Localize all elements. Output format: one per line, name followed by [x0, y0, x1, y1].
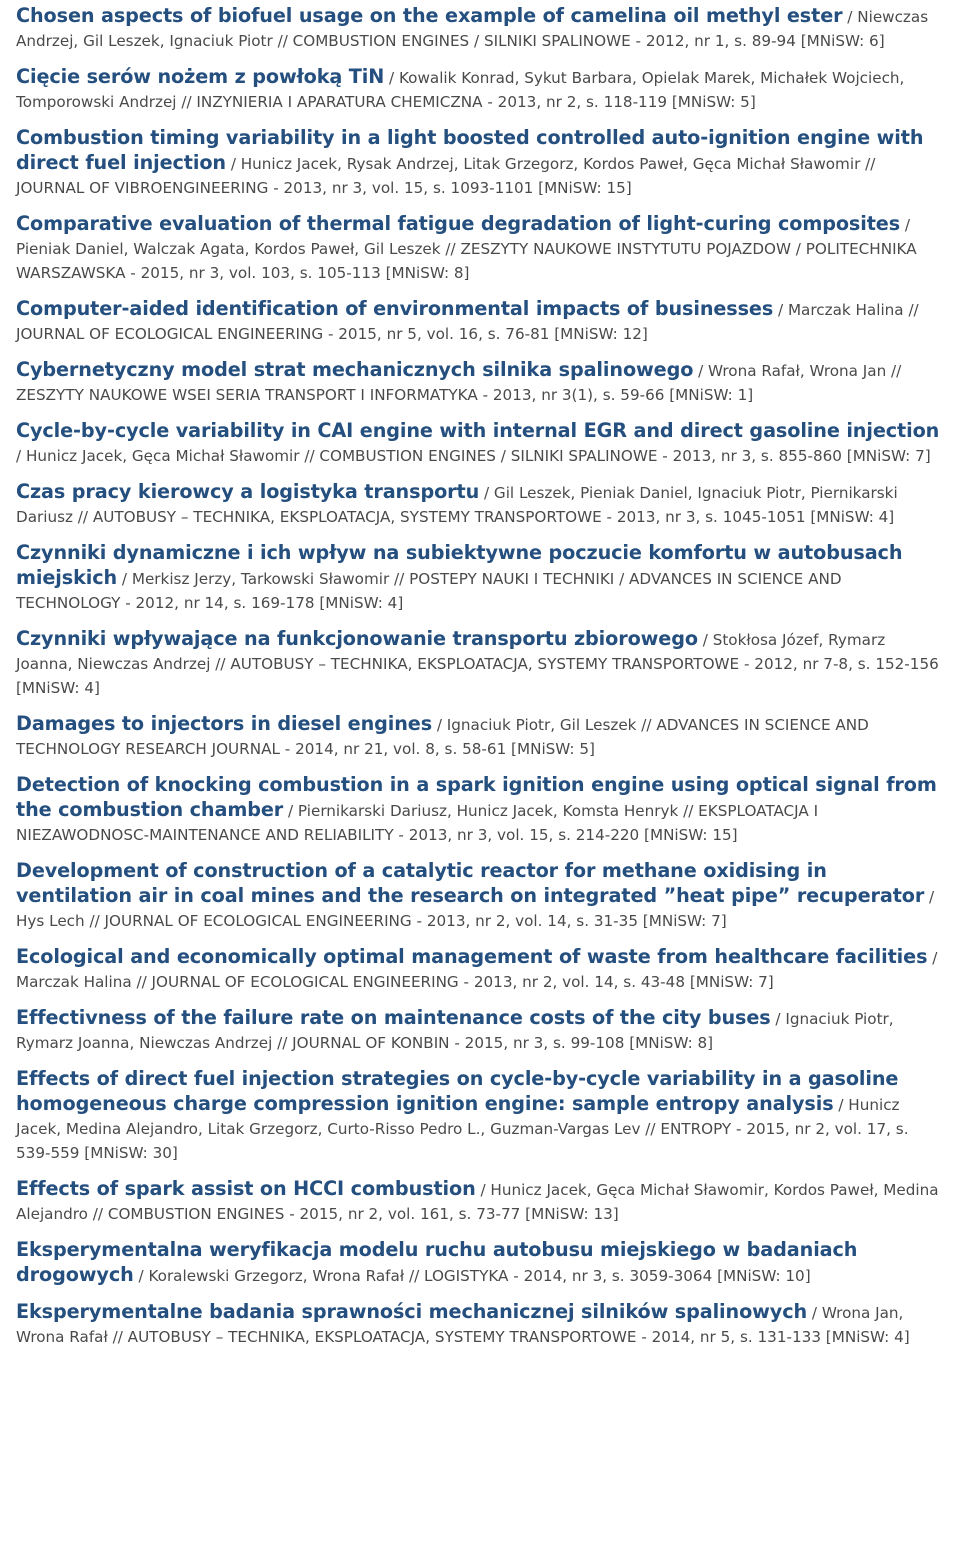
publication-title[interactable]: Detection of knocking combustion in a spark ignition engine using optical signal from the combustion chamber	[16, 773, 937, 821]
publication-entry	[16, 480, 946, 529]
publication-title[interactable]: Effects of direct fuel injection strategies on cycle-by-cycle variability in a gasoline homogeneous charge compression ignition engine: sample entropy analysis	[16, 1067, 899, 1115]
publication-details: / Kowalik Konrad, Sykut Barbara, Opielak Marek, Michałek Wojciech, Tomporowski Andrzej // INZYNIERIA I APARATURA CHEMICZNA - 2013, nr 2, s. 118-119 [MNiSW: 5]	[16, 69, 905, 111]
publication-title[interactable]: Computer-aided identification of environmental impacts of businesses	[16, 297, 774, 320]
publication-title[interactable]: Effectivness of the failure rate on maintenance costs of the city buses	[16, 1006, 771, 1029]
publication-title[interactable]: Damages to injectors in diesel engines	[16, 712, 433, 735]
publication-entry	[16, 65, 946, 114]
publication-details: / Hunicz Jacek, Gęca Michał Sławomir // COMBUSTION ENGINES / SILNIKI SPALINOWE - 2013, nr 3, s. 855-860 [MNiSW: 7]	[16, 447, 931, 465]
publication-entry	[16, 1238, 946, 1288]
publication-entry	[16, 541, 946, 615]
publication-entry	[16, 1177, 946, 1226]
publication-title[interactable]: Eksperymentalna weryfikacja modelu ruchu autobusu miejskiego w badaniach drogowych	[16, 1238, 858, 1286]
publication-list	[16, 4, 946, 1361]
publication-title[interactable]: Comparative evaluation of thermal fatigue degradation of light-curing composites	[16, 212, 901, 235]
publication-details: / Koralewski Grzegorz, Wrona Rafał // LOGISTYKA - 2014, nr 3, s. 3059-3064 [MNiSW: 10]	[138, 1267, 811, 1285]
publication-details: / Wrona Jan, Wrona Rafał // AUTOBUSY – TECHNIKA, EKSPLOATACJA, SYSTEMY TRANSPORTOWE - 2014, nr 5, s. 131-133 [MNiSW: 4]	[16, 1304, 910, 1346]
publication-title[interactable]: Eksperymentalne badania sprawności mechanicznej silników spalinowych	[16, 1300, 808, 1323]
publication-details: / Marczak Halina // JOURNAL OF ECOLOGICAL ENGINEERING - 2013, nr 2, vol. 14, s. 43-48 [MNiSW: 7]	[16, 949, 938, 991]
publication-entry	[16, 358, 946, 407]
publication-title[interactable]: Combustion timing variability in a light boosted controlled auto-ignition engine with direct fuel injection	[16, 126, 924, 174]
publication-title[interactable]: Development of construction of a catalytic reactor for methane oxidising in ventilation air in coal mines and the research on integrated ”heat pipe” recuperator	[16, 859, 925, 907]
publication-title[interactable]: Czynniki dynamiczne i ich wpływ na subiektywne poczucie komfortu w autobusach miejskich	[16, 541, 903, 589]
publication-title[interactable]: Cycle-by-cycle variability in CAI engine with internal EGR and direct gasoline injection	[16, 419, 940, 442]
publication-entry	[16, 859, 946, 933]
publication-details: / Niewczas Andrzej, Gil Leszek, Ignaciuk Piotr // COMBUSTION ENGINES / SILNIKI SPALINOWE - 2012, nr 1, s. 89-94 [MNiSW: 6]	[16, 8, 929, 50]
publication-details: / Ignaciuk Piotr, Gil Leszek // ADVANCES IN SCIENCE AND TECHNOLOGY RESEARCH JOURNAL - 2014, nr 21, vol. 8, s. 58-61 [MNiSW: 5]	[16, 716, 869, 758]
publication-details: / Hunicz Jacek, Rysak Andrzej, Litak Grzegorz, Kordos Paweł, Gęca Michał Sławomir // JOURNAL OF VIBROENGINEERING - 2013, nr 3, vol. 15, s. 1093-1101 [MNiSW: 15]	[16, 155, 876, 197]
publication-title[interactable]: Czynniki wpływające na funkcjonowanie transportu zbiorowego	[16, 627, 698, 650]
publication-details: / Wrona Rafał, Wrona Jan // ZESZYTY NAUKOWE WSEI SERIA TRANSPORT I INFORMATYKA - 2013, nr 3(1), s. 59-66 [MNiSW: 1]	[16, 362, 902, 404]
publication-details: / Ignaciuk Piotr, Rymarz Joanna, Niewczas Andrzej // JOURNAL OF KONBIN - 2015, nr 3, s. 99-108 [MNiSW: 8]	[16, 1010, 894, 1052]
publication-details: / Gil Leszek, Pieniak Daniel, Ignaciuk Piotr, Piernikarski Dariusz // AUTOBUSY – TECHNIKA, EKSPLOATACJA, SYSTEMY TRANSPORTOWE - 2013, nr 3, s. 1045-1051 [MNiSW: 4]	[16, 484, 898, 526]
publication-entry	[16, 627, 946, 700]
publication-entry	[16, 1067, 946, 1165]
publication-title[interactable]: Czas pracy kierowcy a logistyka transportu	[16, 480, 480, 503]
publication-entry	[16, 712, 946, 761]
publication-entry	[16, 1006, 946, 1055]
publication-entry	[16, 126, 946, 200]
publication-details: / Hunicz Jacek, Gęca Michał Sławomir, Kordos Paweł, Medina Alejandro // COMBUSTION ENGINES - 2015, nr 2, vol. 161, s. 73-77 [MNiSW: 13]	[16, 1181, 939, 1223]
publication-entry	[16, 4, 946, 53]
publication-details: / Stokłosa Józef, Rymarz Joanna, Niewczas Andrzej // AUTOBUSY – TECHNIKA, EKSPLOATACJA, SYSTEMY TRANSPORTOWE - 2012, nr 7-8, s. 152-156 [MNiSW: 4]	[16, 631, 939, 697]
publication-details: / Marczak Halina // JOURNAL OF ECOLOGICAL ENGINEERING - 2015, nr 5, vol. 16, s. 76-81 [MNiSW: 12]	[16, 301, 919, 343]
publication-entry	[16, 297, 946, 346]
publication-title[interactable]: Cięcie serów nożem z powłoką TiN	[16, 65, 385, 88]
publication-details: / Hys Lech // JOURNAL OF ECOLOGICAL ENGINEERING - 2013, nr 2, vol. 14, s. 31-35 [MNiSW: 7]	[16, 888, 935, 930]
publication-entry	[16, 773, 946, 847]
publication-title[interactable]: Chosen aspects of biofuel usage on the example of camelina oil methyl ester	[16, 4, 843, 27]
publication-title[interactable]: Effects of spark assist on HCCI combustion	[16, 1177, 476, 1200]
publication-details: / Merkisz Jerzy, Tarkowski Sławomir // POSTEPY NAUKI I TECHNIKI / ADVANCES IN SCIENCE AND TECHNOLOGY - 2012, nr 14, s. 169-178 [MNiSW: 4]	[16, 570, 842, 612]
publication-title[interactable]: Cybernetyczny model strat mechanicznych silnika spalinowego	[16, 358, 694, 381]
publication-details: / Pieniak Daniel, Walczak Agata, Kordos Paweł, Gil Leszek // ZESZYTY NAUKOWE INSTYTUTU POJAZDOW / POLITECHNIKA WARSZAWSKA - 2015, nr 3, vol. 103, s. 105-113 [MNiSW: 8]	[16, 216, 917, 282]
publication-title[interactable]: Ecological and economically optimal management of waste from healthcare facilities	[16, 945, 928, 968]
publication-entry	[16, 1300, 946, 1349]
publication-entry	[16, 212, 946, 285]
publication-details: / Piernikarski Dariusz, Hunicz Jacek, Komsta Henryk // EKSPLOATACJA I NIEZAWODNOSC-MAINTENANCE AND RELIABILITY - 2013, nr 3, vol. 15, s. 214-220 [MNiSW: 15]	[16, 802, 819, 844]
publication-entry	[16, 945, 946, 994]
publication-entry	[16, 419, 946, 468]
publication-details: / Hunicz Jacek, Medina Alejandro, Litak Grzegorz, Curto-Risso Pedro L., Guzman-Vargas Lev // ENTROPY - 2015, nr 2, vol. 17, s. 539-559 [MNiSW: 30]	[16, 1096, 909, 1162]
